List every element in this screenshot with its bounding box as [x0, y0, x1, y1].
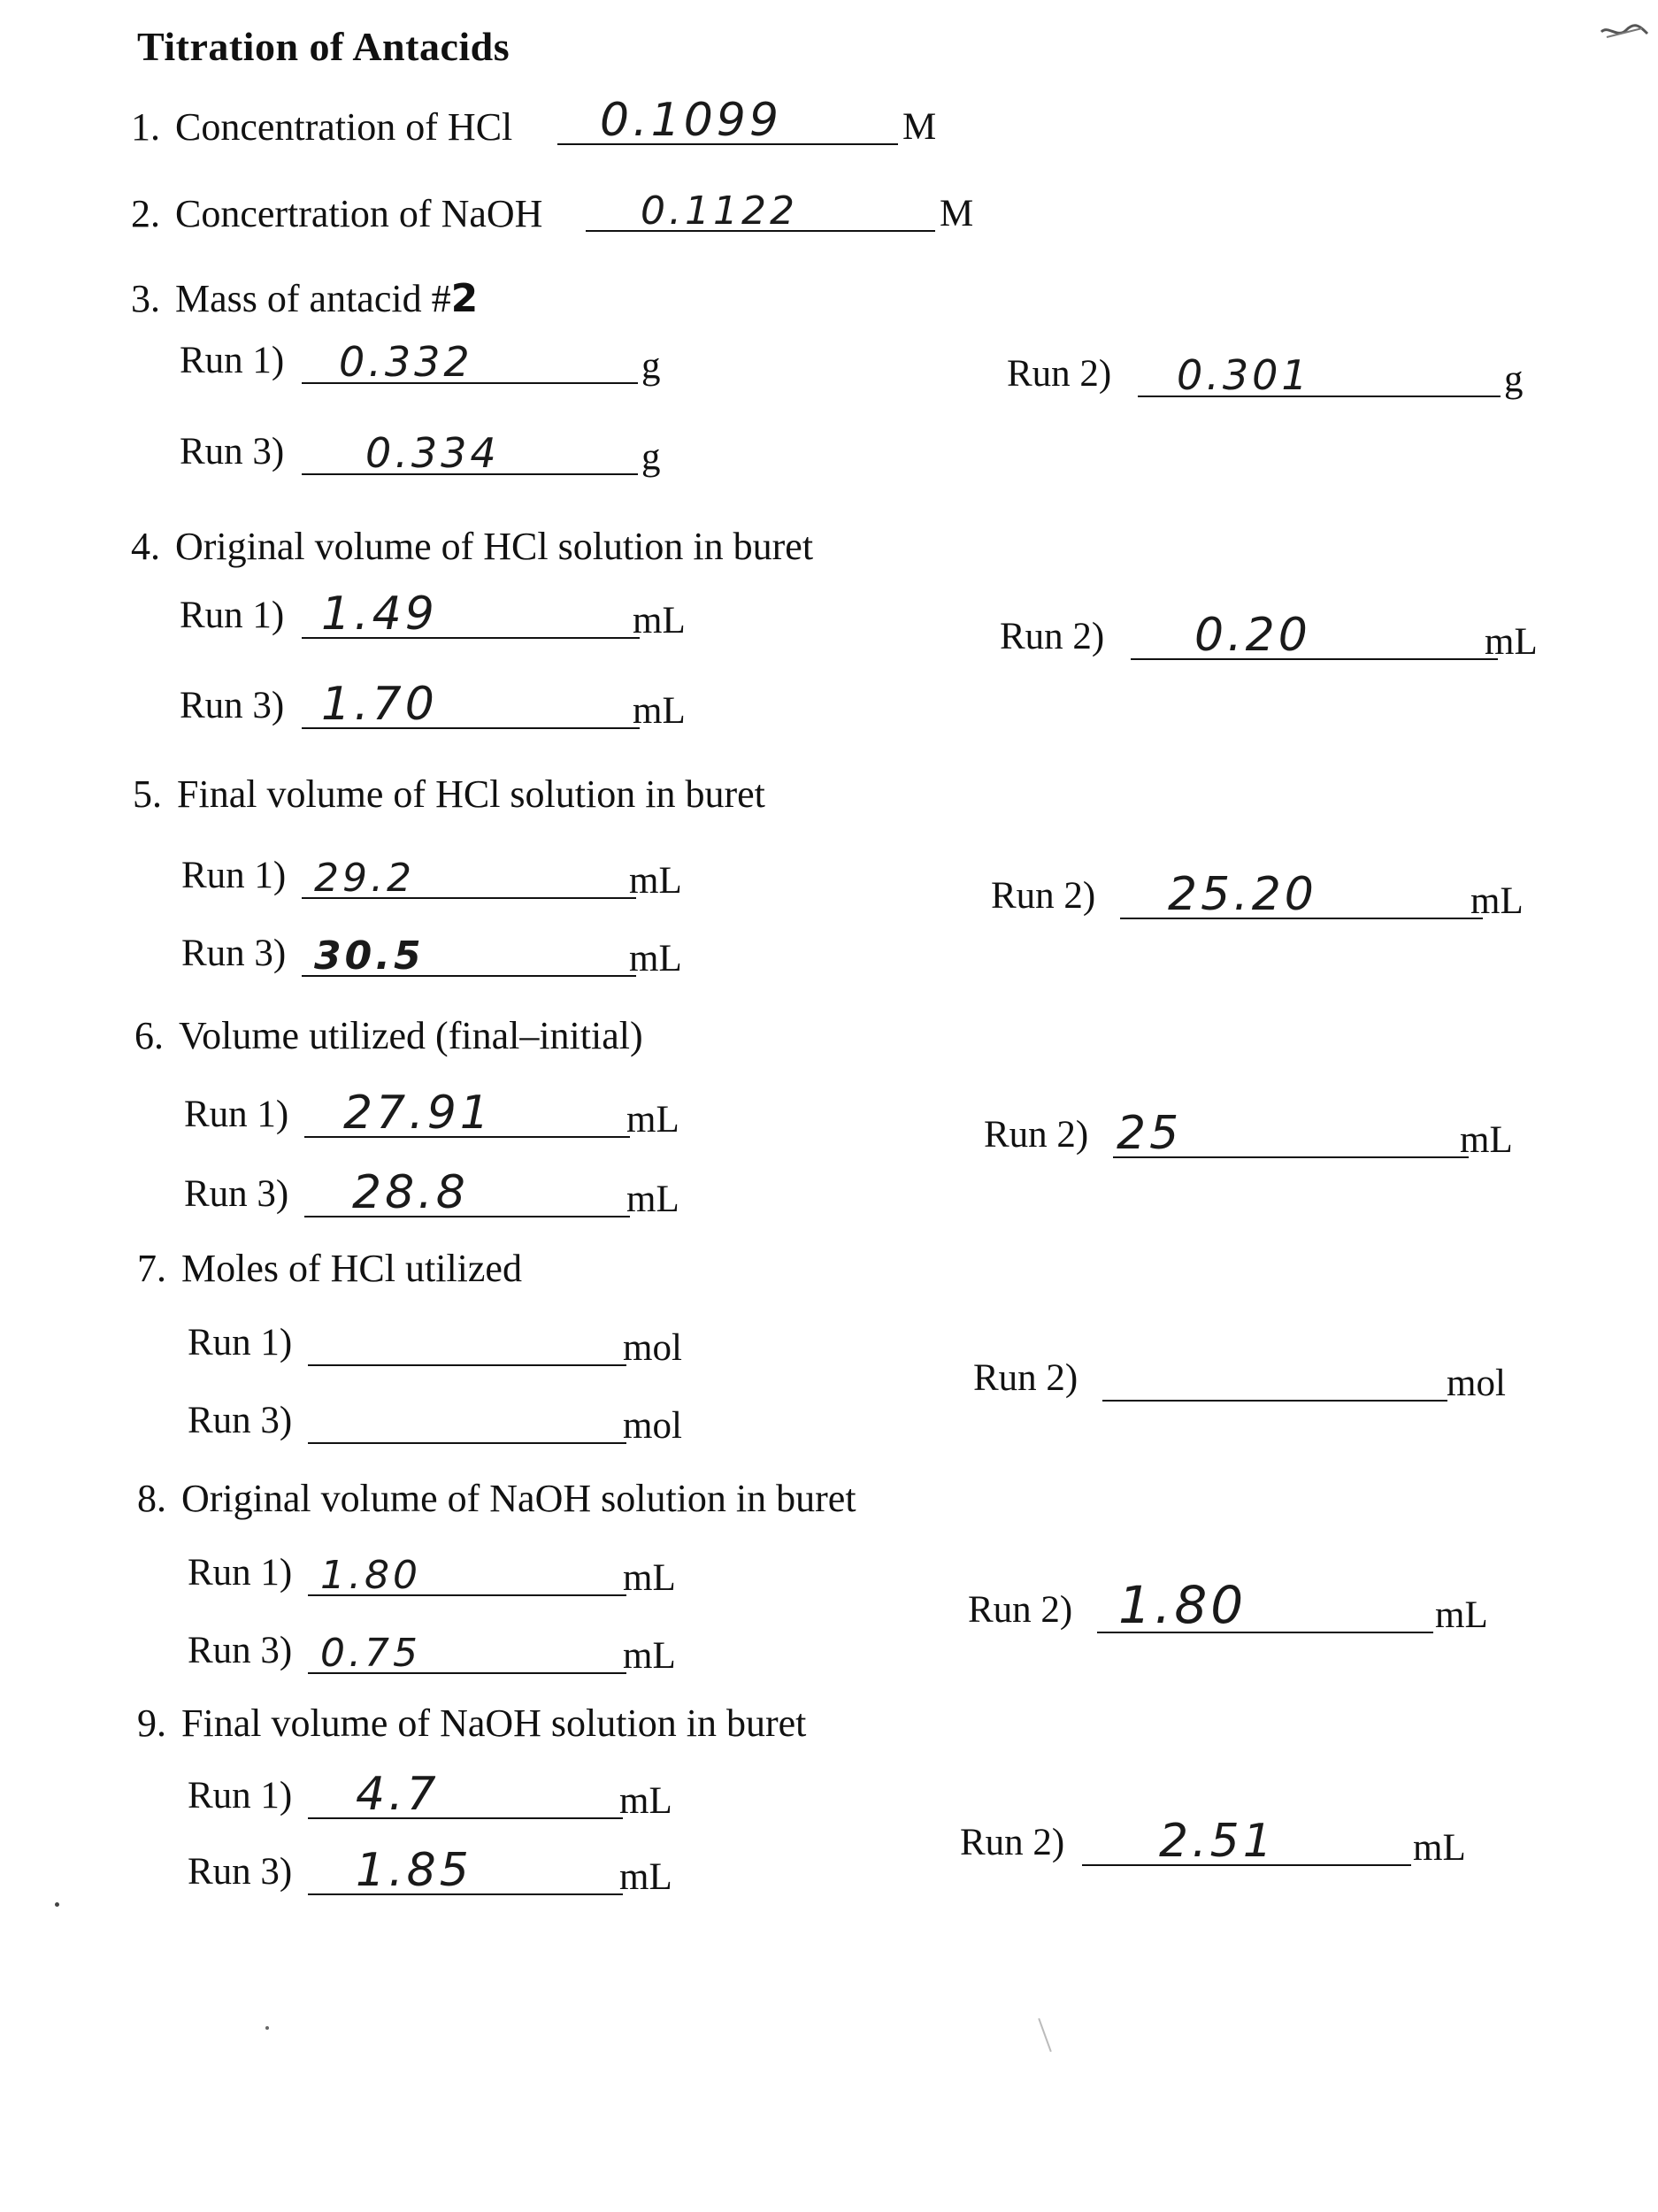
q6-run3-value: 28.8	[352, 1166, 469, 1219]
q4-run1	[180, 588, 710, 644]
question-8: 8. Original volume of NaOH solution in buret	[137, 1477, 856, 1520]
q2-answer	[586, 184, 993, 237]
q6-run3-label: Run 3)	[184, 1173, 289, 1215]
q1-unit: M	[902, 106, 937, 148]
q1-label: Concentration of HCl	[175, 105, 513, 149]
q7-run3-label: Run 3)	[188, 1400, 293, 1441]
q5-run1-label: Run 1)	[181, 855, 287, 896]
q2-label: Concertration of NaOH	[175, 192, 543, 235]
q7-run2-blank-line[interactable]	[1102, 1345, 1447, 1402]
q8-run1	[188, 1548, 718, 1601]
q9-run1-label: Run 1)	[188, 1775, 293, 1816]
q6-run1-label: Run 1)	[184, 1094, 289, 1135]
q9-run3	[188, 1844, 718, 1901]
q6-run2-unit: mL	[1460, 1119, 1513, 1161]
q4-run1-unit: mL	[633, 600, 686, 641]
q8-run2-unit: mL	[1435, 1594, 1488, 1636]
q2-value: 0.1122	[641, 188, 798, 234]
q6-run1-value: 27.91	[343, 1087, 493, 1140]
q6-run1-unit: mL	[626, 1099, 679, 1141]
q8-label: Original volume of NaOH solution in buret	[181, 1477, 856, 1520]
q4-run3-value: 1.70	[321, 678, 438, 731]
q9-run3-value: 1.85	[356, 1844, 472, 1897]
q7-run2-label: Run 2)	[973, 1357, 1078, 1399]
q5-label: Final volume of HCl solution in buret	[177, 772, 765, 816]
q3-run2-value: 0.301	[1177, 351, 1311, 399]
q3-run1-unit: g	[641, 345, 661, 387]
question-9: 9. Final volume of NaOH solution in buret	[137, 1701, 807, 1745]
q2-unit: M	[940, 193, 974, 234]
q9-run2-label: Run 2)	[960, 1822, 1065, 1863]
q1-value: 0.1099	[600, 94, 782, 147]
q6-label: Volume utilized (final–initial)	[179, 1014, 643, 1057]
q8-run1-value: 1.80	[320, 1553, 421, 1598]
q7-run2-unit: mol	[1447, 1363, 1506, 1404]
q9-run3-unit: mL	[619, 1856, 672, 1898]
q5-run2-value: 25.20	[1168, 868, 1317, 921]
q3-run2-label: Run 2)	[1007, 353, 1112, 395]
q4-run2-blank-line[interactable]	[1131, 603, 1498, 660]
q4-run2	[1000, 609, 1566, 665]
q9-run1	[188, 1768, 718, 1824]
question-3: 3. Mass of antacid #2	[131, 276, 479, 321]
q9-run1-value: 4.7	[356, 1768, 440, 1821]
q9-run2	[960, 1815, 1526, 1871]
question-2: 2. Concertration of NaOH	[131, 192, 543, 235]
q3-run2-unit: g	[1504, 358, 1524, 400]
stray-dot	[265, 2026, 269, 2030]
q7-run3	[188, 1396, 718, 1449]
q7-run1-unit: mol	[623, 1327, 682, 1369]
q8-run3-label: Run 3)	[188, 1630, 293, 1671]
q5-run1	[181, 851, 712, 904]
page-title: Titration of Antacids	[137, 24, 510, 69]
q4-run1-label: Run 1)	[180, 595, 285, 636]
q4-label: Original volume of HCl solution in buret	[175, 525, 814, 568]
q3-run3-value: 0.334	[365, 429, 500, 477]
q7-run1-label: Run 1)	[188, 1322, 293, 1363]
q4-run2-label: Run 2)	[1000, 616, 1105, 657]
q8-run2	[968, 1575, 1534, 1639]
q4-run3	[180, 678, 710, 734]
q9-run1-unit: mL	[619, 1780, 672, 1822]
q5-run2-unit: mL	[1470, 880, 1524, 922]
q8-run1-unit: mL	[623, 1557, 676, 1599]
q6-run3-unit: mL	[626, 1179, 679, 1220]
q3-run2	[1007, 349, 1538, 403]
q3-run1-label: Run 1)	[180, 340, 285, 381]
q3-label: Mass of antacid #	[175, 277, 451, 320]
q7-run3-blank-line[interactable]	[308, 1387, 626, 1444]
q5-run3-unit: mL	[629, 938, 682, 979]
question-7: 7. Moles of HCl utilized	[137, 1247, 522, 1290]
q6-run1	[184, 1087, 715, 1143]
q1-answer	[557, 94, 964, 150]
question-6: 6. Volume utilized (final–initial)	[134, 1014, 643, 1057]
stray-mark	[1038, 2018, 1052, 2052]
q7-run1-blank-line[interactable]	[308, 1310, 626, 1366]
q3-run3	[180, 427, 675, 480]
q5-run3-value: 30.5	[314, 933, 425, 979]
q4-run1-value: 1.49	[321, 588, 438, 641]
q5-run3-label: Run 3)	[181, 933, 287, 974]
q8-run3-value: 0.75	[320, 1631, 421, 1676]
q3-run3-label: Run 3)	[180, 431, 285, 472]
q5-run1-value: 29.2	[314, 856, 415, 901]
q7-run1	[188, 1318, 718, 1371]
q4-run3-unit: mL	[633, 690, 686, 732]
q4-run2-value: 0.20	[1194, 609, 1311, 662]
q9-run2-value: 2.51	[1159, 1815, 1276, 1868]
q3-antacid-number: 2	[450, 276, 479, 321]
q8-run2-label: Run 2)	[968, 1589, 1073, 1631]
q8-run3	[188, 1626, 718, 1679]
question-5: 5. Final volume of HCl solution in buret	[133, 772, 765, 816]
q6-run2-label: Run 2)	[984, 1114, 1089, 1156]
q8-run3-unit: mL	[623, 1635, 676, 1677]
q7-label: Moles of HCl utilized	[181, 1247, 522, 1290]
q6-run3	[184, 1166, 715, 1223]
q3-run3-unit: g	[641, 436, 661, 478]
q9-run3-label: Run 3)	[188, 1851, 293, 1893]
corner-scribble-icon	[1598, 19, 1651, 46]
q7-run3-unit: mol	[623, 1405, 682, 1447]
q5-run2-label: Run 2)	[991, 875, 1096, 917]
q6-run2-value: 25	[1117, 1107, 1183, 1160]
q5-run3	[181, 929, 712, 982]
stray-dot	[55, 1902, 59, 1907]
q9-run2-unit: mL	[1413, 1827, 1466, 1869]
q5-run1-unit: mL	[629, 860, 682, 902]
q3-run1	[180, 336, 675, 389]
q9-label: Final volume of NaOH solution in buret	[181, 1701, 807, 1745]
q3-run1-value: 0.332	[339, 338, 473, 386]
q5-run2	[991, 868, 1557, 925]
q8-run2-value: 1.80	[1118, 1575, 1247, 1635]
q6-run2	[984, 1107, 1550, 1164]
question-4: 4. Original volume of HCl solution in buret	[131, 525, 814, 568]
q4-run2-unit: mL	[1485, 621, 1538, 663]
q4-run3-label: Run 3)	[180, 685, 285, 726]
q7-run2	[973, 1354, 1539, 1407]
q8-run1-label: Run 1)	[188, 1552, 293, 1594]
question-1: 1. Concentration of HCl	[131, 105, 513, 149]
